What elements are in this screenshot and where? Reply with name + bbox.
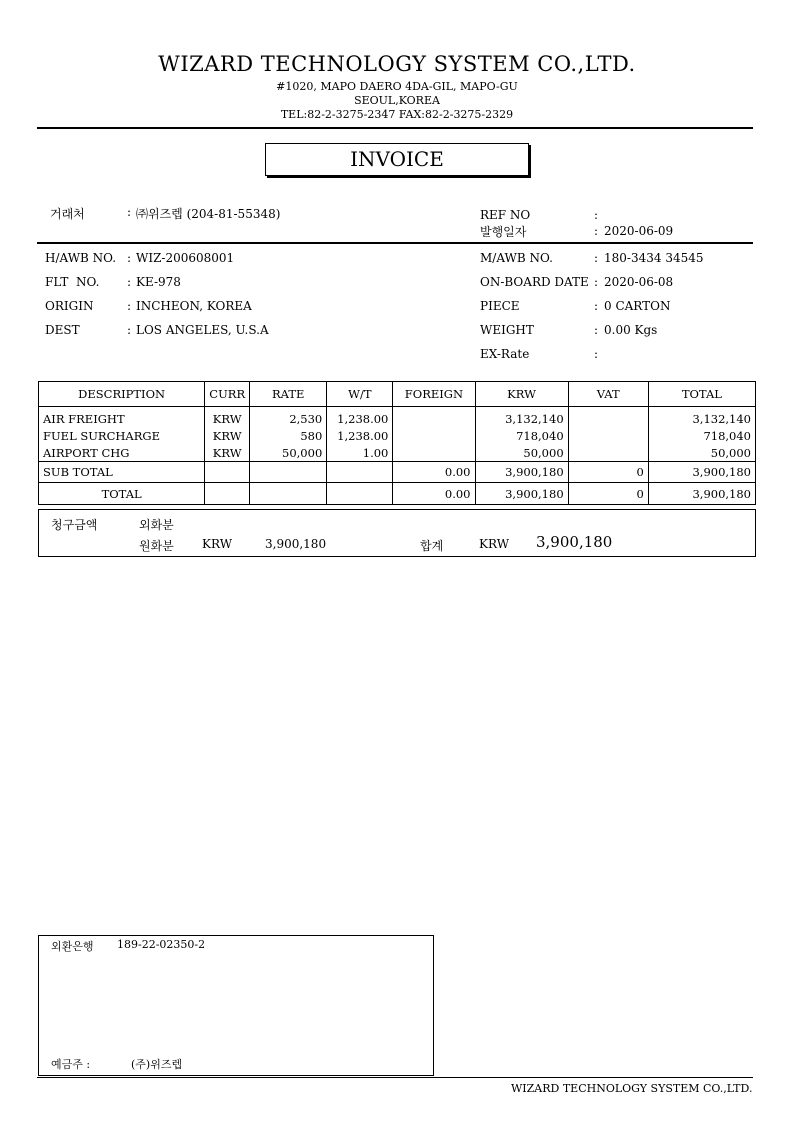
- client-value: ㈜위즈렙 (204-81-55348): [136, 207, 281, 221]
- account-holder-label: 예금주 :: [51, 1058, 91, 1071]
- subtotal-rate-cell: [250, 462, 327, 483]
- row-krw: 50,000: [475, 444, 568, 462]
- row-rate: 580: [250, 427, 327, 444]
- hawb-value: WIZ-200608001: [136, 251, 235, 265]
- row-foreign: [393, 444, 475, 462]
- row-total: 3,132,140: [648, 407, 755, 428]
- weight-sep: :: [594, 323, 599, 337]
- subtotal-krw: 3,900,180: [475, 462, 568, 483]
- row-currency: KRW: [205, 407, 250, 428]
- invoice-title: INVOICE: [265, 143, 529, 176]
- onboard-date-label: ON-BOARD DATE: [480, 275, 589, 289]
- claim-local-currency: KRW: [202, 537, 233, 551]
- row-description: AIRPORT CHG: [39, 444, 205, 462]
- issue-date-value: 2020-06-09: [604, 224, 674, 238]
- table-row: [39, 407, 756, 428]
- row-currency: KRW: [205, 427, 250, 444]
- ex-rate-sep: :: [594, 347, 599, 361]
- col-header-foreign: FOREIGN: [393, 382, 475, 407]
- row-weight: 1.00: [327, 444, 393, 462]
- header-divider: [37, 127, 753, 129]
- company-name: WIZARD TECHNOLOGY SYSTEM CO.,LTD.: [158, 52, 636, 76]
- claim-local-label: 원화분: [139, 539, 174, 553]
- origin-sep: :: [127, 299, 132, 313]
- row-description: AIR FREIGHT: [39, 407, 205, 428]
- issue-date-label: 발행일자: [480, 225, 527, 239]
- total-foreign: 0.00: [393, 483, 475, 505]
- row-foreign: [393, 427, 475, 444]
- ref-no-label: REF NO: [480, 208, 531, 222]
- subtotal-label: SUB TOTAL: [39, 462, 205, 483]
- dest-value: LOS ANGELES, U.S.A: [136, 323, 269, 337]
- onboard-date-value: 2020-06-08: [604, 275, 674, 289]
- piece-value: 0 CARTON: [604, 299, 671, 313]
- mawb-sep: :: [594, 251, 599, 265]
- row-vat: [568, 427, 648, 444]
- table-row: [39, 444, 756, 462]
- flight-label: FLT NO.: [45, 275, 100, 289]
- col-header-rate: RATE: [250, 382, 327, 407]
- bank-info-box: [38, 935, 434, 1076]
- total-wt-cell: [327, 483, 393, 505]
- dest-label: DEST: [45, 323, 80, 337]
- claim-sum-currency: KRW: [479, 537, 510, 551]
- total-vat: 0: [568, 483, 648, 505]
- row-rate: 50,000: [250, 444, 327, 462]
- row-vat: [568, 444, 648, 462]
- hawb-label: H/AWB NO.: [45, 251, 117, 265]
- col-header-wt: W/T: [327, 382, 393, 407]
- mawb-label: M/AWB NO.: [480, 251, 553, 265]
- row-description: FUEL SURCHARGE: [39, 427, 205, 444]
- mawb-value: 180-3434 34545: [604, 251, 704, 265]
- col-header-krw: KRW: [475, 382, 568, 407]
- claim-amount-box: [38, 509, 756, 557]
- total-row: [39, 483, 756, 505]
- table-row: [39, 427, 756, 444]
- piece-sep: :: [594, 299, 599, 313]
- claim-local-amount: 3,900,180: [265, 537, 327, 551]
- origin-label: ORIGIN: [45, 299, 94, 313]
- weight-label: WEIGHT: [480, 323, 534, 337]
- piece-label: PIECE: [480, 299, 520, 313]
- col-header-description: DESCRIPTION: [39, 382, 205, 407]
- hawb-sep: :: [127, 251, 132, 265]
- row-krw: 3,132,140: [475, 407, 568, 428]
- table-header-row: [39, 382, 756, 407]
- charges-table: [38, 381, 756, 505]
- company-address-line2: SEOUL,KOREA: [354, 94, 440, 107]
- info-divider: [37, 242, 753, 244]
- issue-date-sep: :: [594, 224, 599, 238]
- total-rate-cell: [250, 483, 327, 505]
- col-header-curr: CURR: [205, 382, 250, 407]
- ex-rate-label: EX-Rate: [480, 347, 530, 361]
- bank-name: 외환은행: [51, 940, 94, 953]
- row-krw: 718,040: [475, 427, 568, 444]
- col-header-vat: VAT: [568, 382, 648, 407]
- account-holder: (주)위즈렙: [131, 1058, 183, 1071]
- row-weight: 1,238.00: [327, 407, 393, 428]
- row-rate: 2,530: [250, 407, 327, 428]
- row-vat: [568, 407, 648, 428]
- bank-account-number: 189-22-02350-2: [117, 938, 206, 951]
- total-krw: 3,900,180: [475, 483, 568, 505]
- claim-foreign-label: 외화분: [139, 518, 174, 532]
- subtotal-vat: 0: [568, 462, 648, 483]
- claim-sum-amount: 3,900,180: [536, 533, 613, 551]
- subtotal-curr-cell: [205, 462, 250, 483]
- flight-sep: :: [127, 275, 132, 289]
- subtotal-wt-cell: [327, 462, 393, 483]
- client-sep: :: [127, 205, 132, 219]
- footer-divider: [37, 1077, 753, 1078]
- row-currency: KRW: [205, 444, 250, 462]
- dest-sep: :: [127, 323, 132, 337]
- ref-no-sep: :: [594, 208, 599, 222]
- claim-label: 청구금액: [51, 518, 98, 532]
- weight-value: 0.00 Kgs: [604, 323, 658, 337]
- col-header-total: TOTAL: [648, 382, 755, 407]
- total-curr-cell: [205, 483, 250, 505]
- company-contact: TEL:82-2-3275-2347 FAX:82-2-3275-2329: [280, 108, 514, 121]
- company-address-line1: #1020, MAPO DAERO 4DA-GIL, MAPO-GU: [276, 80, 518, 93]
- row-foreign: [393, 407, 475, 428]
- origin-value: INCHEON, KOREA: [136, 299, 252, 313]
- total-total: 3,900,180: [648, 483, 755, 505]
- subtotal-foreign: 0.00: [393, 462, 475, 483]
- onboard-date-sep: :: [594, 275, 599, 289]
- total-label: TOTAL: [39, 483, 205, 505]
- subtotal-total: 3,900,180: [648, 462, 755, 483]
- claim-sum-label: 합계: [420, 539, 444, 553]
- footer-company-name: WIZARD TECHNOLOGY SYSTEM CO.,LTD.: [511, 1082, 753, 1095]
- client-label: 거래처: [50, 207, 85, 221]
- row-total: 50,000: [648, 444, 755, 462]
- row-weight: 1,238.00: [327, 427, 393, 444]
- subtotal-row: [39, 462, 756, 483]
- flight-value: KE-978: [136, 275, 181, 289]
- row-total: 718,040: [648, 427, 755, 444]
